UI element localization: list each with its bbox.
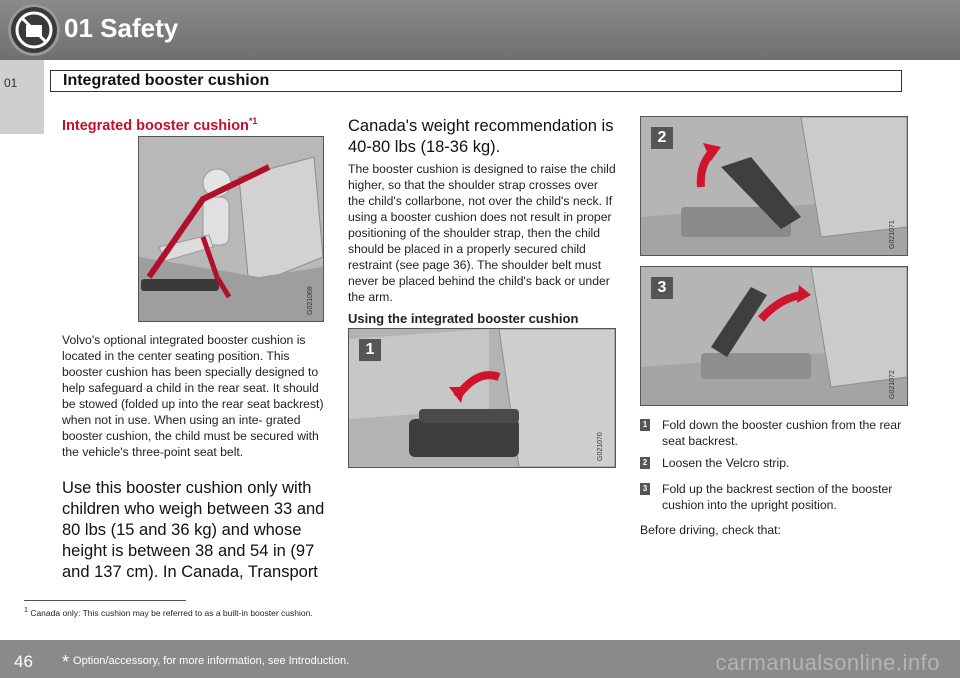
chapter-sidebar-tab: [0, 60, 44, 134]
step-number: 2: [640, 457, 650, 469]
footnote-text: Canada only: This cushion may be referred to as a built-in booster cushion.: [30, 607, 313, 618]
image-code: G021070: [597, 432, 604, 461]
section-title-bar: [50, 70, 902, 92]
booster-weight-paragraph: Use this booster cushion only with children who weigh between 33 and 80 lbs (15 and 36 kg) and whose height is between 38 and 54 in (97 and 137 cm). In Canada, Transport: [62, 479, 325, 581]
canada-weight-text: Canada's weight recommendation is 40-80 lbs (18-36 kg).: [348, 117, 614, 156]
heading-footnote-marker: *1: [248, 116, 258, 126]
step2-illustration: [640, 116, 908, 256]
image-code: G021069: [307, 286, 314, 315]
footnote-divider: [24, 600, 186, 601]
footer-note: [62, 652, 349, 673]
before-driving-text: Before driving, check that:: [640, 523, 781, 537]
image-code: G021072: [889, 370, 896, 399]
sidebar-chapter-number: 01: [4, 76, 18, 90]
step-text: Loosen the Velcro strip.: [662, 456, 790, 470]
booster-heading-text: Integrated booster cushion: [62, 117, 249, 134]
section-title: Integrated booster cushion: [63, 72, 270, 89]
step3-illustration: [640, 266, 908, 406]
booster-intro-paragraph: Volvo's optional integrated booster cushion is located in the center seating position. This booster cushion has been specially designed to help safeguard a child in the rear seat. It should be stowed (folded up into the rear seat backrest) when not in use. When using an inte- grated booster cushion, the child must be secured with the vehicle's three-point seat belt.: [62, 333, 324, 459]
step1-illustration: [348, 328, 616, 468]
child-in-seat-illustration: [138, 136, 324, 322]
step3-badge: 3: [651, 277, 673, 299]
image-code: G021071: [889, 220, 896, 249]
option-star: *: [62, 652, 70, 672]
watermark: carmanualsonline.info: [715, 650, 940, 675]
step1-badge: 1: [359, 339, 381, 361]
using-booster-subheading: Using the integrated booster cushion: [348, 311, 579, 326]
step2-badge: 2: [651, 127, 673, 149]
chapter-title: 01 Safety: [64, 13, 179, 43]
step-number: 3: [640, 483, 650, 495]
step-number: 1: [640, 419, 650, 431]
booster-heading: [62, 116, 257, 134]
footer-note-text: Option/accessory, for more information, see Introduction.: [73, 655, 350, 667]
page-number: 46: [14, 652, 33, 671]
footnote: [24, 606, 313, 618]
booster-purpose-paragraph: The booster cushion is designed to raise the child higher, so that the shoulder strap crosses over the child's collarbone, not over the child's neck. If using a booster cushion does not result in proper positioning of the shoulder strap, then the child should be placed in a properly secured child restraint (see page 36). The shoulder belt must never be placed behind the child's back or under the arm.: [348, 162, 616, 304]
step-text: Fold up the backrest section of the booster cushion into the upright position.: [662, 482, 893, 512]
footnote-marker: 1: [24, 606, 28, 614]
step-text: Fold down the booster cushion from the rear seat backrest.: [662, 418, 902, 448]
child-seat-warning-icon: [8, 4, 60, 56]
